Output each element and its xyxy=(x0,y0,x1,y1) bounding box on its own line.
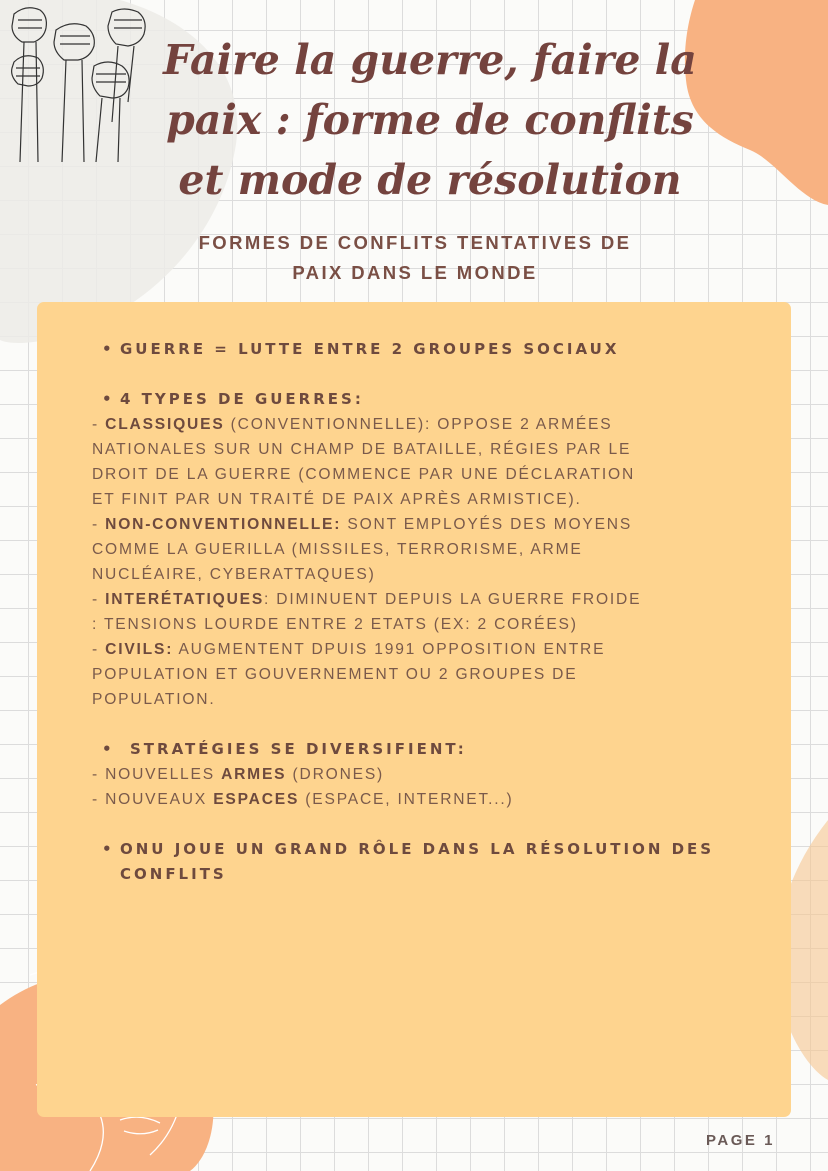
list-item: - CLASSIQUES (CONVENTIONNELLE): OPPOSE 2 ARMÉES xyxy=(92,416,613,433)
list-item: - INTERÉTATIQUES: DIMINUENT DEPUIS LA GUERRE FROIDE xyxy=(92,591,642,608)
subtitle-line: PAIX DANS LE MONDE xyxy=(292,262,538,283)
term-civils: CIVILS: xyxy=(105,641,174,658)
list-item: - NON-CONVENTIONNELLE: SONT EMPLOYÉS DES MOYENS xyxy=(92,516,633,533)
page-title: Faire la guerre, faire la paix : forme de conflits et mode de résolution xyxy=(163,36,697,204)
list-item: : TENSIONS LOURDE ENTRE 2 ETATS (EX: 2 CORÉES) xyxy=(92,616,578,633)
bullet-strategies: • STRATÉGIES SE DIVERSIFIENT: xyxy=(92,737,782,762)
list-item: POPULATION ET GOUVERNEMENT OU 2 GROUPES DE xyxy=(92,666,578,683)
list-item: NUCLÉAIRE, CYBERATTAQUES) xyxy=(92,566,376,583)
bullet-guerre: • GUERRE = LUTTE ENTRE 2 GROUPES SOCIAUX xyxy=(92,337,782,362)
card-content xyxy=(92,337,782,887)
page-number: PAGE 1 xyxy=(706,1132,775,1149)
term-interetatiques: INTERÉTATIQUES xyxy=(105,591,265,608)
list-item: NATIONALES SUR UN CHAMP DE BATAILLE, RÉGIES PAR LE xyxy=(92,441,632,458)
content-card xyxy=(37,302,791,1117)
bullet-onu: • ONU JOUE UN GRAND RÔLE DANS LA RÉSOLUTION DES CONFLITS xyxy=(92,837,782,887)
subtitle-line: FORMES DE CONFLITS TENTATIVES DE xyxy=(198,232,632,253)
section-subtitle xyxy=(150,228,680,288)
term-non-conventionnelle: NON-CONVENTIONNELLE: xyxy=(105,516,342,533)
list-item: - NOUVEAUX ESPACES (ESPACE, INTERNET...) xyxy=(92,791,514,808)
raised-fists-icon xyxy=(4,2,154,167)
term-espaces: ESPACES xyxy=(213,791,300,808)
list-item: ET FINIT PAR UN TRAITÉ DE PAIX APRÈS ARMISTICE). xyxy=(92,491,582,508)
bullet-types: • 4 TYPES DE GUERRES: xyxy=(92,387,782,412)
list-item: POPULATION. xyxy=(92,691,216,708)
list-item: - NOUVELLES ARMES (DRONES) xyxy=(92,766,385,783)
list-item: DROIT DE LA GUERRE (COMMENCE PAR UNE DÉCLARATION xyxy=(92,466,636,483)
term-classiques: CLASSIQUES xyxy=(105,416,225,433)
term-armes: ARMES xyxy=(221,766,287,783)
list-item: COMME LA GUERILLA (MISSILES, TERRORISME, ARME xyxy=(92,541,583,558)
list-item: - CIVILS: AUGMENTENT DPUIS 1991 OPPOSITION ENTRE xyxy=(92,641,606,658)
